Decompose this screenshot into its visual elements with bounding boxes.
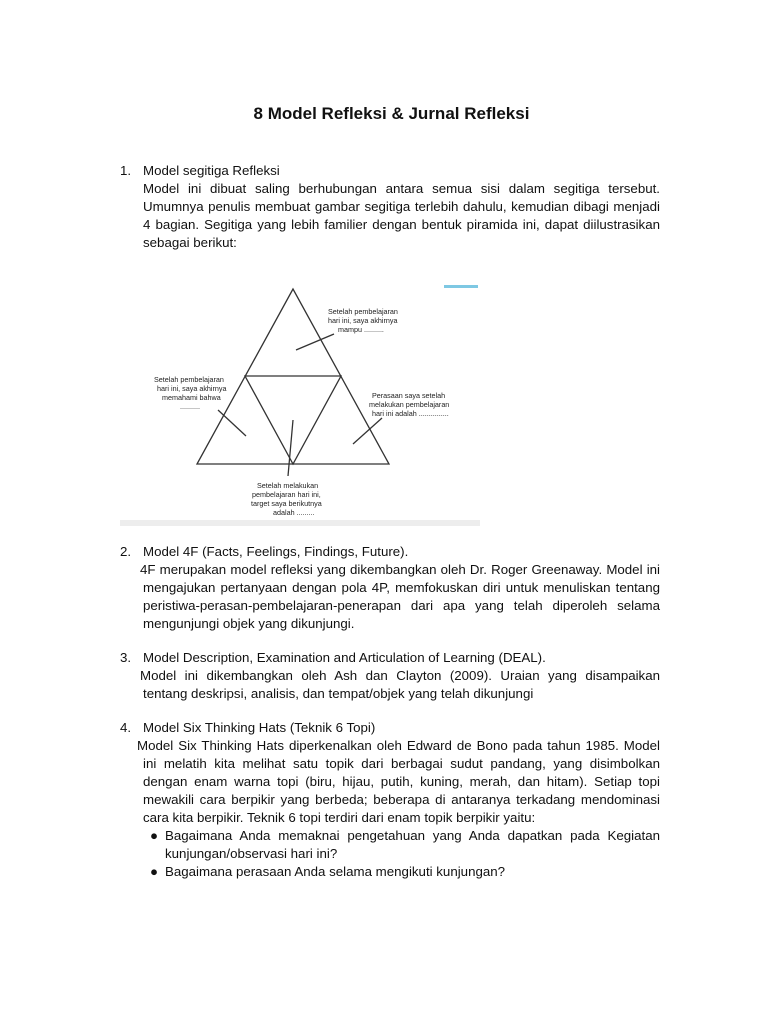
section-body: Model ini dibuat saling berhubungan antara semua sisi dalam segitiga tersebut. Umumnya penulis membuat gambar segitiga terlebih dahulu, kemudian dibagi menjadi 4 bagian. Segitiga yang lebih familier dengan bentuk piramida ini, dapat diilustrasikan sebagai berikut: <box>143 181 660 250</box>
accent-bar <box>444 285 478 288</box>
label-top: Setelah pembelajaran hari ini, saya akhirnya mampu .......... <box>328 307 398 334</box>
bullet-list <box>120 827 660 881</box>
section-body: 4F merupakan model refleksi yang dikembangkan oleh Dr. Roger Greenaway. Model ini mengajukan pertanyaan dengan pola 4P, memfokuskan diri untuk menuliskan tentang peristiwa-perasan-pembelajaran-penerapan dari apa yang telah diperoleh selama mengunjungi objek yang dikunjungi. <box>140 562 660 631</box>
section-heading-text: Model segitiga Refleksi <box>143 163 280 178</box>
list-item-text: Bagaimana Anda memaknai pengetahuan yang Anda dapatkan pada Kegiatan kunjungan/observasi hari ini? <box>165 828 660 861</box>
bullet-icon: ● <box>149 864 159 879</box>
section-heading-text: Model 4F (Facts, Feelings, Findings, Future). <box>143 544 409 559</box>
pointer-line-right <box>353 418 382 444</box>
pointer-line-top <box>296 334 334 350</box>
reflection-triangle-figure <box>120 270 480 526</box>
section-3 <box>120 649 660 703</box>
section-number: 4. <box>120 720 132 735</box>
section-4 <box>120 719 660 881</box>
section-heading <box>120 649 660 667</box>
label-bottom: Setelah melakukan pembelajaran hari ini, target saya berikutnya adalah ......... <box>251 481 322 517</box>
list-item <box>143 863 660 881</box>
bullet-icon: ● <box>149 828 159 843</box>
list-item <box>143 827 660 863</box>
label-right: Perasaan saya setelah melakukan pembelajaran hari ini adalah ............... <box>369 391 450 418</box>
pointer-line-left <box>218 410 246 436</box>
section-1 <box>120 162 660 252</box>
section-body: Model ini dikembangkan oleh Ash dan Clayton (2009). Uraian yang disampaikan tentang deskripsi, analisis, dan tempat/objek yang telah dikunjungi <box>140 668 660 701</box>
section-heading <box>120 543 660 561</box>
section-body: Model Six Thinking Hats diperkenalkan oleh Edward de Bono pada tahun 1985. Model ini melatih kita melihat satu topik dari berbagai sudut pandang, yang disimbolkan dengan enam warna topi (biru, hijau, putih, kuning, merah, dan hitam). Setiap topi mewakili cara berpikir yang berbeda; beberapa di antaranya terkadang mendominasi cara kita berpikir. Teknik 6 topi terdiri dari enam topik berpikir yaitu: <box>137 738 660 825</box>
section-heading-text: Model Six Thinking Hats (Teknik 6 Topi) <box>143 720 376 735</box>
section-heading <box>120 162 660 180</box>
figure-bottom-border <box>120 520 480 526</box>
list-item-text: Bagaimana perasaan Anda selama mengikuti kunjungan? <box>165 864 506 879</box>
triangle-diagram <box>120 270 480 526</box>
section-heading <box>120 719 660 737</box>
pointer-line-bottom <box>288 420 293 476</box>
section-number: 1. <box>120 163 132 178</box>
section-heading-text: Model Description, Examination and Articulation of Learning (DEAL). <box>143 650 546 665</box>
section-number: 3. <box>120 650 132 665</box>
label-left: Setelah pembelajaran hari ini, saya akhirnya memahami bahwa .......... <box>154 375 227 411</box>
section-number: 2. <box>120 544 132 559</box>
section-2 <box>120 543 660 633</box>
page-title: 8 Model Refleksi & Jurnal Refleksi <box>253 104 530 123</box>
